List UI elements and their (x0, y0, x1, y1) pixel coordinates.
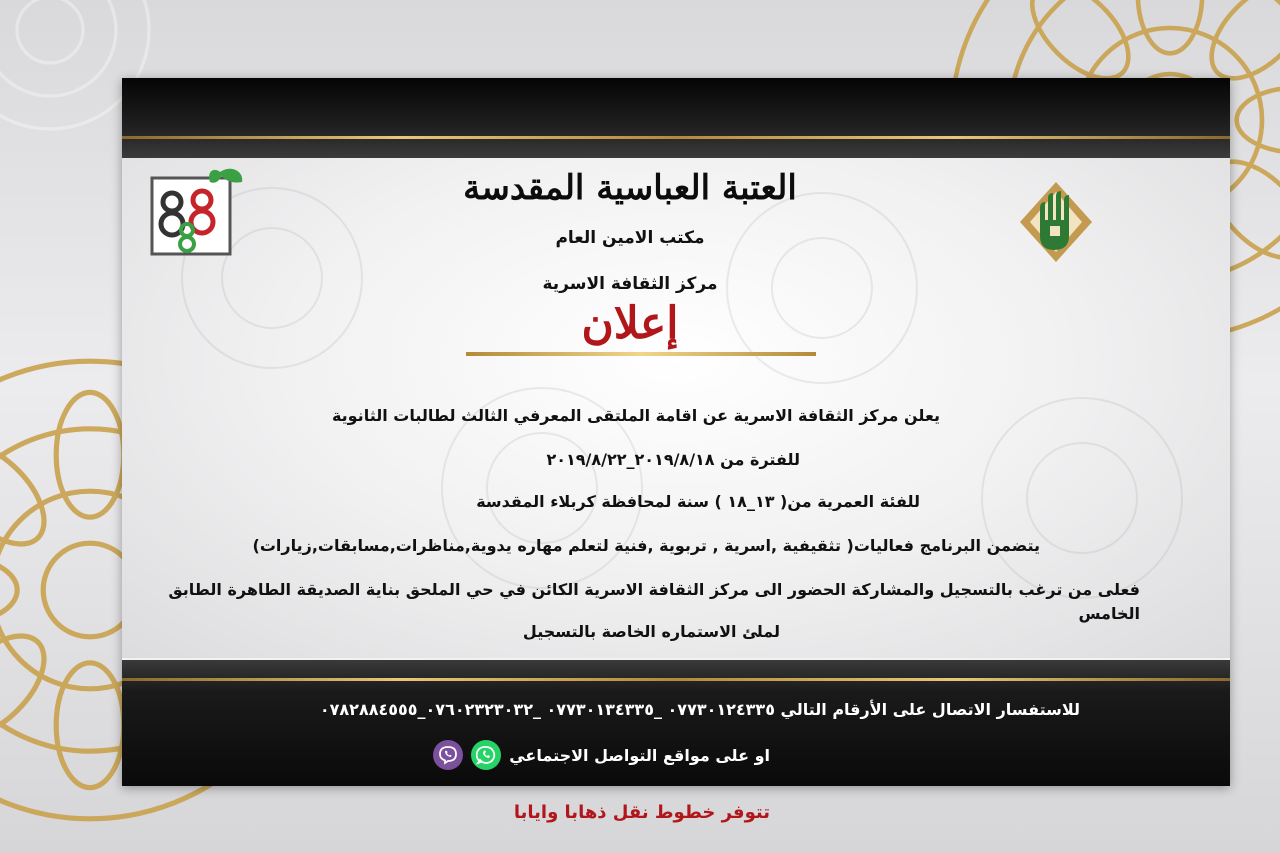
top-gold-divider (122, 136, 1230, 139)
social-media-text: او على مواقع التواصل الاجتماعي (509, 745, 770, 765)
shrine-hand-logo-icon (1018, 180, 1094, 264)
body-line-location: فعلى من ترغب بالتسجيل والمشاركة الحضور الى مركز الثقافة الاسرية الكائن في حي الملحق بناية الصديقة الطاهرة الطابق الخامس (168, 580, 1140, 623)
center-name: مركز الثقافة الاسرية (542, 274, 718, 294)
office-name: مكتب الامين العام (555, 228, 705, 248)
body-line-age-group: للفئة العمرية من( ١٣_١٨ ) سنة لمحافظة كربلاء المقدسة (476, 492, 920, 511)
body-line-dates: للفترة من ٢٠١٩/٨/١٨_٢٠١٩/٨/٢٢ (546, 450, 800, 469)
whatsapp-icon (471, 740, 501, 770)
social-media-row (420, 738, 770, 772)
body-line-program: يتضمن البرنامج فعاليات( تثقيفية ,اسرية , تربوية ,فنية لتعلم مهاره يدوية,مناظرات,مسابقات,زيارات) (252, 536, 1040, 555)
contact-numbers: للاستفسار الاتصال على الأرقام التالي ٠٧٧٣٠١٢٤٣٣٥ _٠٧٧٣٠١٣٤٣٣٥ _٠٧٦٠٢٣٢٣٠٣٢_٠٧٨٢٨٨٤٥٥٥ (319, 700, 1080, 719)
body-line-event: يعلن مركز الثقافة الاسرية عن اقامة الملتقى المعرفي الثالث لطالبات الثانوية (331, 406, 940, 425)
title-underline (466, 352, 816, 356)
viber-icon (433, 740, 463, 770)
announcement-title: إعلان (581, 298, 679, 349)
transport-note: تتوفر خطوط نقل ذهابا وايابا (513, 802, 770, 823)
top-dark-band (122, 78, 1230, 158)
bottom-gold-divider (122, 678, 1230, 681)
body-line-registration: لملئ الاستماره الخاصة بالتسجيل (522, 622, 780, 641)
shrine-name-calligraphy: العتبة العباسية المقدسة (463, 168, 797, 208)
family-center-logo-icon (150, 166, 246, 256)
